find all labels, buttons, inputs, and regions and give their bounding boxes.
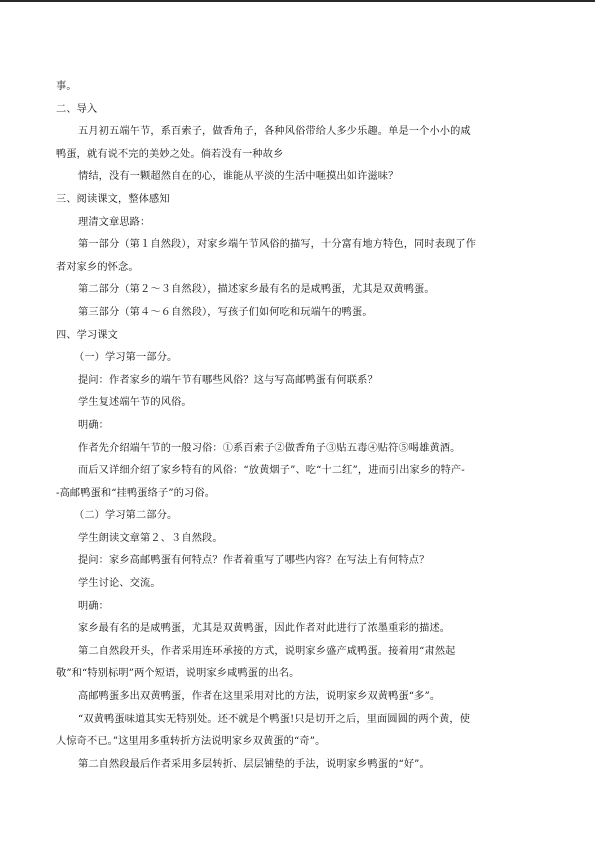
text-line: “双黄鸭蛋味道其实无特别处。还不就是个鸭蛋!只是切开之后，里面圆圆的两个黄，使 [78,713,471,725]
text-line: 学生复述端午节的风俗。 [78,397,192,409]
text-line: 敬”和“特别标明”两个短语，说明家乡咸鸭蛋的出名。 [56,668,300,680]
text-line: 明确： [78,600,110,612]
text-line: 提问：作者家乡的端午节有哪些风俗？这与写高邮鸭蛋有何联系？ [78,374,378,386]
section-heading: 二、导入 [56,103,98,115]
text-line: 事。 [56,81,77,92]
text-line: 理清文章思路： [78,216,151,228]
text-line: 第三部分（第４～６自然段），写孩子们如何吃和玩端午的鸭蛋。 [78,306,373,318]
text-line: 提问：家乡高邮鸭蛋有何特点？作者着重写了哪些内容？在写法上有何特点？ [78,555,430,567]
text-line: 第二自然段开头，作者采用连环承接的方式，说明家乡盛产咸鸭蛋。接着用“肃然起 [78,645,456,657]
text-line: 情结，没有一颗超然自在的心，谁能从平淡的生活中咂摸出如许滋味？ [78,171,399,183]
text-line: 人惊奇不已。”这里用多重转折方法说明家乡双黄蛋的“奇”。 [56,736,326,748]
text-line: 高邮鸭蛋多出双黄鸭蛋，作者在这里采用对比的方法，说明家乡双黄鸭蛋“多”。 [78,691,441,703]
text-line: 家乡最有名的是咸鸭蛋，尤其是双黄鸭蛋，因此作者对此进行了浓墨重彩的描述。 [78,623,451,635]
text-line: 学生朗读文章第２、３自然段。 [78,532,223,544]
text-line: 第一部分（第１自然段），对家乡端午节风俗的描写，十分富有地方特色，同时表现了作 [78,239,477,251]
text-line: 作者先介绍端午节的一般习俗：①系百索子②做香角子③贴五毒④贴符⑤喝雄黄酒。 [78,442,461,454]
section-heading: 四、学习课文 [56,329,119,341]
text-line: 学生讨论、交流。 [78,578,161,590]
header-rule [0,0,595,2]
text-line: 鸭蛋，就有说不完的美妙之处。倘若没有一种故乡 [56,148,284,160]
text-line: 五月初五端午节，系百索子，做香角子，各种风俗带给人多少乐趣。单是一个小小的咸 [78,126,471,138]
document-body [56,76,542,776]
subsection-heading: （二）学习第二部分。 [74,510,178,522]
text-line: 者对家乡的怀念。 [56,261,139,273]
text-line: 第二自然段最后作者采用多层转折、层层铺垫的手法，说明家乡鸭蛋的“好”。 [78,758,430,770]
text-line: -高邮鸭蛋和“挂鸭蛋络子”的习俗。 [56,487,216,499]
subsection-heading: （一）学习第一部分。 [74,352,178,364]
text-line: 第二部分（第２～３自然段），描述家乡最有名的是咸鸭蛋，尤其是双黄鸭蛋。 [78,284,435,296]
text-line: 而后又详细介绍了家乡特有的风俗：“放黄烟子”、吃“十二红”，进而引出家乡的特产- [78,465,465,477]
section-heading: 三、阅读课文，整体感知 [56,193,170,205]
text-line: 明确： [78,419,110,431]
